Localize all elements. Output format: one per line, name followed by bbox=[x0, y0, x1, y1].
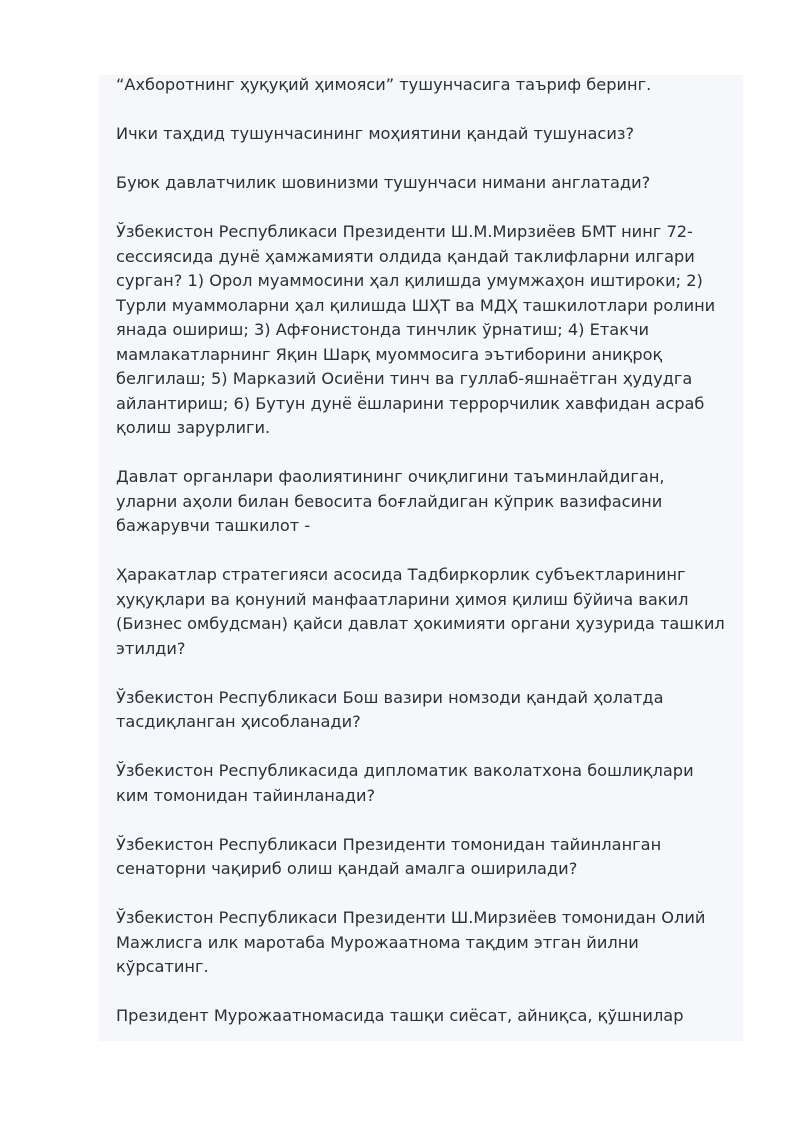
question-paragraph: Давлат органлари фаолиятининг очиқлигини таъминлайдиган, уларни аҳоли билан бевосита боғлайдиган кўприк вазифасини бажарувчи ташкилот - bbox=[116, 467, 665, 535]
question-paragraph: “Ахборотнинг ҳуқуқий ҳимояси” тушунчасига таъриф беринг. bbox=[116, 75, 652, 94]
document-body bbox=[116, 73, 744, 1053]
question-paragraph: Ўзбекистон Республикаси Президенти Ш.М.Мирзиёев БМТ нинг 72- сессиясида дунё ҳамжамияти олдида қандай таклифларни илгари сурган? 1) Орол муаммосини ҳал қилишда умумжаҳон иштироки; 2) Турли муаммоларни ҳал қилишда ШҲТ ва МДҲ ташкилотлари ролини янада ошириш; 3) Афғонистонда тинчлик ўрнатиш; 4) Етакчи мамлакатларнинг Яқин Шарқ муоммосига эътиборини аниқроқ белгилаш; 5) Марказий Осиёни тинч ва гуллаб-яшнаётган ҳудудга айлантириш; 6) Бутун дунё ёшларини террорчилик хавфидан асраб қолиш зарурлиги. bbox=[116, 222, 716, 437]
question-paragraph: Буюк давлатчилик шовинизми тушунчаси нимани англатади? bbox=[116, 173, 651, 192]
question-paragraph: Ўзбекистон Республикаси Президенти томонидан тайинланган сенаторни чақириб олиш қандай амалга оширилади? bbox=[116, 834, 662, 878]
question-paragraph: Ички таҳдид тушунчасининг моҳиятини қандай тушунасиз? bbox=[116, 124, 635, 143]
question-paragraph: Ўзбекистон Республикаси Бош вазири номзоди қандай ҳолатда тасдиқланган ҳисобланади? bbox=[116, 687, 664, 731]
question-paragraph: Ўзбекистон Республикаси Президенти Ш.Мирзиёев томонидан Олий Мажлисга илк маротаба Мурожаатнома тақдим этган йилни кўрсатинг. bbox=[116, 908, 706, 976]
question-paragraph: Президент Мурожаатномасида ташқи сиёсат, айниқса, қўшнилар bbox=[116, 1006, 684, 1025]
question-paragraph: Ҳаракатлар стратегияси асосида Тадбиркорлик субъектларининг ҳуқуқлари ва қонуний манфаатларини ҳимоя қилиш бўйича вакил (Бизнес омбудсман) қайси давлат ҳокимияти органи ҳузурида ташкил этилди? bbox=[116, 565, 725, 658]
question-paragraph: Ўзбекистон Республикасида дипломатик ваколатхона бошлиқлари ким томонидан тайинланади? bbox=[116, 761, 694, 805]
